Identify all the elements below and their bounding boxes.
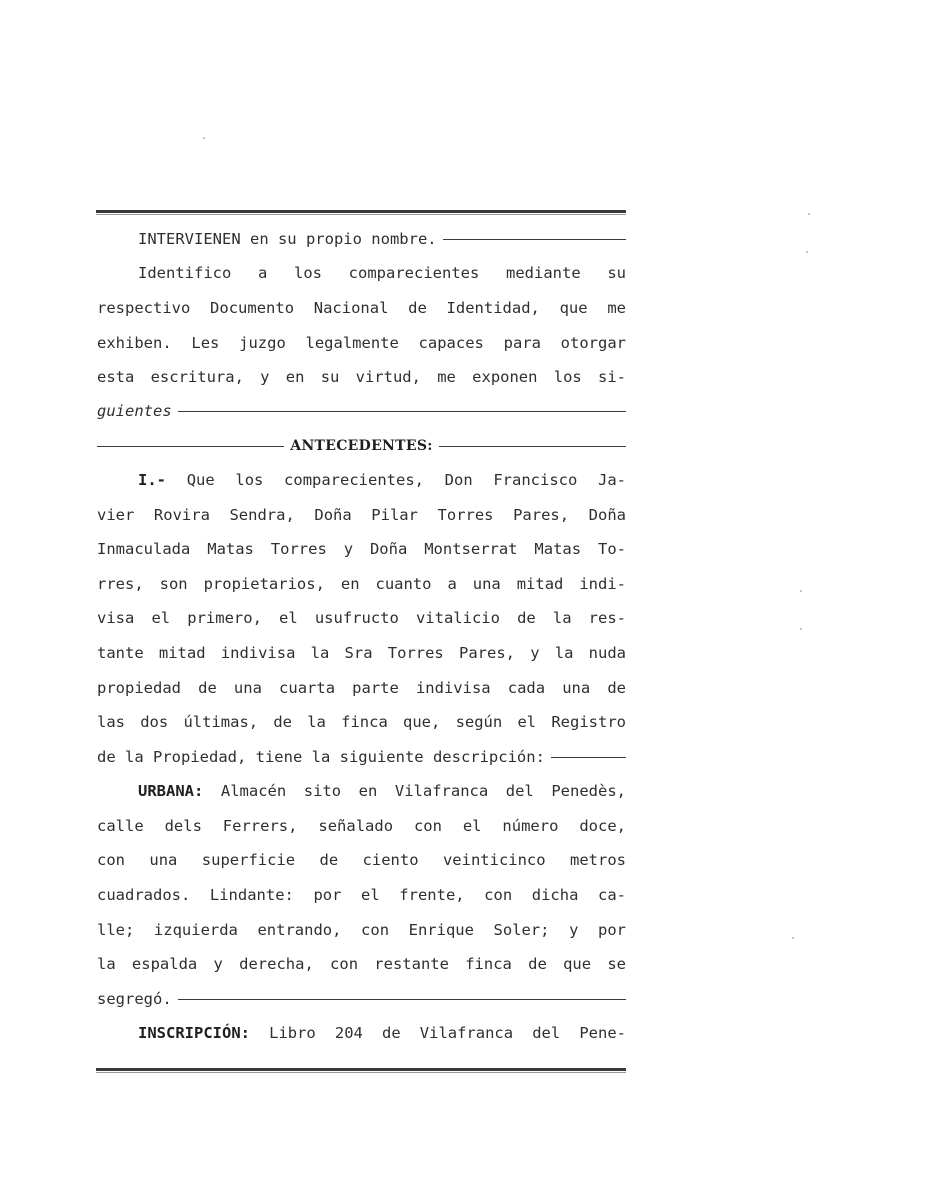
text-line-1 [97,228,626,250]
urbana-text: Almacén sito en Vilafranca del Penedès, [220,782,626,800]
text-line-14: propiedad de una cuarta parte indivisa cada una de [97,679,626,697]
text-line-16 [97,746,626,768]
text-line-6 [97,400,626,422]
scan-speck [800,628,802,630]
inscripcion-label: INSCRIPCIÓN: [138,1024,250,1042]
item-text: Que los comparecientes, Don Francisco Ja- [186,471,626,489]
text-line-8 [97,469,626,491]
text-line-10: Inmaculada Matas Torres y Doña Montserrat Matas To- [97,540,626,558]
siguientes-text: guientes [97,402,172,420]
text-line-21: lle; izquierda entrando, con Enrique Soler; y por [97,921,626,939]
text-line-13: tante mitad indivisa la Sra Torres Pares, y la nuda [97,644,626,662]
filler-dash [443,239,626,240]
section-heading-row [97,435,626,457]
filler-dash [178,999,626,1000]
filler-dash [178,411,626,412]
scan-speck [808,213,810,215]
text-line-19: con una superficie de ciento veinticinco metros [97,851,626,869]
scan-speck [792,937,794,939]
text-line-15: las dos últimas, de la finca que, según el Registro [97,713,626,731]
text-line-24 [97,1022,626,1044]
bottom-border-rule [96,1068,626,1071]
descripcion-text: de la Propiedad, tiene la siguiente descripción: [97,748,545,766]
text-line-3: respectivo Documento Nacional de Identidad, que me [97,299,626,317]
item-label: I.- [138,471,166,489]
text-line-5: esta escritura, y en su virtud, me exponen los si- [97,368,626,386]
text-line-23 [97,988,626,1010]
intervienen-text: INTERVIENEN en su propio nombre. [138,230,437,248]
text-line-17 [97,780,626,802]
text-line-4: exhiben. Les juzgo legalmente capaces para otorgar [97,334,626,352]
text-line-12: visa el primero, el usufructo vitalicio de la res- [97,609,626,627]
top-border-rule [96,210,626,213]
urbana-label: URBANA: [138,782,204,800]
scan-speck [203,137,205,139]
segrego-text: segregó. [97,990,172,1008]
filler-dash [439,446,626,447]
inscripcion-text: Libro 204 de Vilafranca del Pene- [269,1024,626,1042]
filler-dash [551,757,626,758]
text-line-20: cuadrados. Lindante: por el frente, con dicha ca- [97,886,626,904]
filler-dash [97,446,284,447]
scan-speck [800,590,802,592]
text-line-9: vier Rovira Sendra, Doña Pilar Torres Pares, Doña [97,506,626,524]
text-line-11: rres, son propietarios, en cuanto a una mitad indi- [97,575,626,593]
text-line-18: calle dels Ferrers, señalado con el número doce, [97,817,626,835]
scan-speck [806,251,808,253]
section-heading: ANTECEDENTES: [290,438,433,454]
text-line-2: Identifico a los comparecientes mediante su [138,264,626,282]
text-line-22: la espalda y derecha, con restante finca de que se [97,955,626,973]
